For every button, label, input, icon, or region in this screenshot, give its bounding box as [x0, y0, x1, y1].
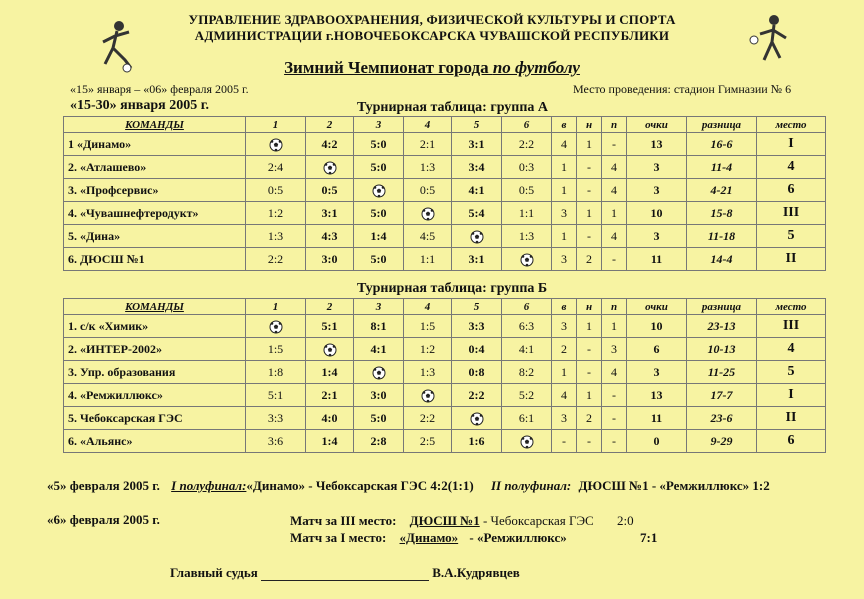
group-a-col-header: 6	[502, 117, 552, 133]
wins: 2	[552, 338, 577, 361]
score-cell: 2:2	[404, 407, 452, 430]
wins: 1	[552, 179, 577, 202]
group-b-col-header: 6	[502, 299, 552, 315]
score-cell: 1:3	[404, 156, 452, 179]
wins: 1	[552, 225, 577, 248]
final-score: 7:1	[640, 530, 658, 545]
goal-difference: 15-8	[687, 202, 757, 225]
semifinals-line	[47, 478, 770, 494]
group-b-col-header: н	[577, 299, 602, 315]
score-cell: 0:5	[246, 179, 306, 202]
draws: -	[577, 179, 602, 202]
score-cell: 1:8	[246, 361, 306, 384]
group-a-table	[63, 116, 826, 271]
team-name: 2. «Атлашево»	[64, 156, 246, 179]
diagonal-cell	[452, 225, 502, 248]
diagonal-cell	[306, 156, 354, 179]
place: 4	[757, 156, 826, 179]
group-a-col-header: 4	[404, 117, 452, 133]
points: 10	[627, 202, 687, 225]
points: 11	[627, 248, 687, 271]
score-cell: 8:1	[354, 315, 404, 338]
soccer-ball-icon	[269, 320, 283, 334]
losses: 1	[602, 315, 627, 338]
semifinal-1-text: «Динамо» - Чебоксарская ГЭС 4:2(1:1)	[246, 478, 474, 493]
group-b-col-header: место	[757, 299, 826, 315]
header-line-2: АДМИНИСТРАЦИИ г.НОВОЧЕБОКСАРСКА ЧУВАШСКОЙ РЕСПУБЛИКИ	[194, 28, 670, 43]
draws: -	[577, 430, 602, 453]
table-row	[64, 179, 826, 202]
score-cell: 2:2	[502, 133, 552, 156]
place: 6	[757, 430, 826, 453]
team-name: 6. «Альянс»	[64, 430, 246, 453]
third-place-team-2: - Чебоксарская ГЭС	[482, 513, 594, 528]
score-cell: 1:3	[404, 361, 452, 384]
diagonal-cell	[354, 179, 404, 202]
group-a-col-header: место	[757, 117, 826, 133]
group-a-col-header: очки	[627, 117, 687, 133]
score-cell: 4:1	[502, 338, 552, 361]
table-row	[64, 430, 826, 453]
semifinal-2-label: II полуфинал:	[490, 478, 572, 493]
score-cell: 4:5	[404, 225, 452, 248]
third-place-label: Матч за III место:	[290, 513, 397, 528]
group-b-header	[64, 299, 826, 315]
table-row	[64, 156, 826, 179]
table-row	[64, 361, 826, 384]
score-cell: 2:2	[452, 384, 502, 407]
soccer-ball-icon	[269, 138, 283, 152]
score-cell: 2:1	[404, 133, 452, 156]
score-cell: 5:0	[354, 133, 404, 156]
score-cell: 3:1	[306, 202, 354, 225]
losses: -	[602, 248, 627, 271]
draws: -	[577, 225, 602, 248]
group-b-table	[63, 298, 826, 453]
place: I	[757, 133, 826, 156]
place: 5	[757, 225, 826, 248]
wins: 3	[552, 315, 577, 338]
group-a-col-header: н	[577, 117, 602, 133]
team-name: 3. «Профсервис»	[64, 179, 246, 202]
semifinal-2-text: ДЮСШ №1 - «Ремжиллюкс» 1:2	[578, 478, 770, 493]
page-title: Зимний Чемпионат города по футболу	[284, 58, 580, 77]
header-line-1: УПРАВЛЕНИЕ ЗДРАВООХРАНЕНИЯ, ФИЗИЧЕСКОЙ КУЛЬТУРЫ И СПОРТА	[188, 12, 676, 27]
group-b-col-header: 3	[354, 299, 404, 315]
score-cell: 3:3	[452, 315, 502, 338]
score-cell: 1:2	[246, 202, 306, 225]
goal-difference: 23-6	[687, 407, 757, 430]
score-cell: 5:0	[354, 248, 404, 271]
group-a-col-header: 2	[306, 117, 354, 133]
team-name: 2. «ИНТЕР-2002»	[64, 338, 246, 361]
group-b-col-header: очки	[627, 299, 687, 315]
wins: 3	[552, 407, 577, 430]
goal-difference: 4-21	[687, 179, 757, 202]
score-cell: 1:5	[246, 338, 306, 361]
score-cell: 0:5	[404, 179, 452, 202]
score-cell: 1:1	[404, 248, 452, 271]
diagonal-cell	[404, 384, 452, 407]
score-cell: 2:2	[246, 248, 306, 271]
table-row	[64, 384, 826, 407]
venue: Место проведения: стадион Гимназии № 6	[573, 82, 792, 96]
score-cell: 1:4	[354, 225, 404, 248]
table-row	[64, 202, 826, 225]
losses: 4	[602, 156, 627, 179]
score-cell: 3:4	[452, 156, 502, 179]
group-a-col-header: 5	[452, 117, 502, 133]
score-cell: 1:2	[404, 338, 452, 361]
score-cell: 4:0	[306, 407, 354, 430]
diagonal-cell	[246, 315, 306, 338]
soccer-ball-icon	[470, 230, 484, 244]
third-place-team-1: ДЮСШ №1	[409, 513, 480, 528]
score-cell: 0:5	[306, 179, 354, 202]
group-a-col-header: 1	[246, 117, 306, 133]
goal-difference: 14-4	[687, 248, 757, 271]
place: 6	[757, 179, 826, 202]
team-name: 3. Упр. образования	[64, 361, 246, 384]
score-cell: 2:5	[404, 430, 452, 453]
score-cell: 1:3	[502, 225, 552, 248]
soccer-ball-icon	[470, 412, 484, 426]
draws: -	[577, 338, 602, 361]
group-b-col-header: 5	[452, 299, 502, 315]
losses: -	[602, 430, 627, 453]
table-row	[64, 248, 826, 271]
team-name: 1. с/к «Химик»	[64, 315, 246, 338]
points: 3	[627, 225, 687, 248]
score-cell: 0:4	[452, 338, 502, 361]
place: III	[757, 315, 826, 338]
soccer-ball-icon	[421, 389, 435, 403]
group-b-title: Турнирная таблица: группа Б	[357, 281, 548, 296]
score-cell: 5:0	[354, 202, 404, 225]
score-cell: 4:1	[354, 338, 404, 361]
score-cell: 1:5	[404, 315, 452, 338]
goal-difference: 11-25	[687, 361, 757, 384]
goal-difference: 9-29	[687, 430, 757, 453]
place: II	[757, 407, 826, 430]
place: 4	[757, 338, 826, 361]
soccer-ball-icon	[520, 435, 534, 449]
points: 13	[627, 384, 687, 407]
period: «15-30» января 2005 г.	[70, 98, 210, 113]
score-cell: 5:2	[502, 384, 552, 407]
third-place-score: 2:0	[616, 513, 634, 528]
signature-label: Главный судья	[170, 565, 258, 580]
signature-blank	[261, 569, 429, 581]
points: 11	[627, 407, 687, 430]
table-row	[64, 338, 826, 361]
score-cell: 2:8	[354, 430, 404, 453]
losses: -	[602, 384, 627, 407]
score-cell: 5:1	[246, 384, 306, 407]
group-b-col-header: п	[602, 299, 627, 315]
losses: 3	[602, 338, 627, 361]
signature-name: В.А.Кудрявцев	[432, 565, 520, 580]
score-cell: 1:4	[306, 430, 354, 453]
score-cell: 1:6	[452, 430, 502, 453]
goal-difference: 11-18	[687, 225, 757, 248]
goal-difference: 23-13	[687, 315, 757, 338]
diagonal-cell	[452, 407, 502, 430]
wins: 4	[552, 133, 577, 156]
score-cell: 1:1	[502, 202, 552, 225]
draws: 1	[577, 384, 602, 407]
group-a-col-header: в	[552, 117, 577, 133]
score-cell: 3:0	[306, 248, 354, 271]
place: III	[757, 202, 826, 225]
points: 13	[627, 133, 687, 156]
points: 3	[627, 156, 687, 179]
soccer-ball-icon	[421, 207, 435, 221]
score-cell: 4:1	[452, 179, 502, 202]
group-b-col-header: разница	[687, 299, 757, 315]
group-a-col-header: разница	[687, 117, 757, 133]
draws: 1	[577, 315, 602, 338]
diagonal-cell	[354, 361, 404, 384]
group-b-col-header: 1	[246, 299, 306, 315]
group-a-col-header: КОМАНДЫ	[64, 117, 246, 133]
soccer-ball-icon	[520, 253, 534, 267]
team-name: 5. «Дина»	[64, 225, 246, 248]
goal-difference: 16-6	[687, 133, 757, 156]
place: I	[757, 384, 826, 407]
team-name: 4. «Чувашнефтеродукт»	[64, 202, 246, 225]
score-cell: 1:3	[246, 225, 306, 248]
wins: 4	[552, 384, 577, 407]
group-b-col-header: 2	[306, 299, 354, 315]
goal-difference: 10-13	[687, 338, 757, 361]
score-cell: 5:1	[306, 315, 354, 338]
diagonal-cell	[404, 202, 452, 225]
score-cell: 5:0	[354, 156, 404, 179]
team-name: 1 «Динамо»	[64, 133, 246, 156]
score-cell: 1:4	[306, 361, 354, 384]
wins: 3	[552, 248, 577, 271]
draws: 2	[577, 248, 602, 271]
group-b-col-header: в	[552, 299, 577, 315]
group-a-col-header: 3	[354, 117, 404, 133]
table-row	[64, 407, 826, 430]
team-name: 4. «Ремжиллюкс»	[64, 384, 246, 407]
score-cell: 5:4	[452, 202, 502, 225]
third-place-match	[290, 513, 634, 529]
score-cell: 3:3	[246, 407, 306, 430]
score-cell: 0:3	[502, 156, 552, 179]
diagonal-cell	[502, 430, 552, 453]
final-team-1: «Динамо»	[399, 530, 459, 545]
draws: 1	[577, 133, 602, 156]
points: 3	[627, 361, 687, 384]
points: 3	[627, 179, 687, 202]
place: 5	[757, 361, 826, 384]
wins: 1	[552, 361, 577, 384]
points: 6	[627, 338, 687, 361]
points: 10	[627, 315, 687, 338]
losses: 4	[602, 361, 627, 384]
group-a-body	[64, 133, 826, 271]
score-cell: 2:4	[246, 156, 306, 179]
losses: 4	[602, 179, 627, 202]
draws: -	[577, 156, 602, 179]
score-cell: 3:1	[452, 248, 502, 271]
soccer-ball-icon	[372, 366, 386, 380]
score-cell: 3:6	[246, 430, 306, 453]
score-cell: 0:8	[452, 361, 502, 384]
group-b-col-header: КОМАНДЫ	[64, 299, 246, 315]
soccer-ball-icon	[372, 184, 386, 198]
group-a-col-header: п	[602, 117, 627, 133]
score-cell: 6:1	[502, 407, 552, 430]
score-cell: 2:1	[306, 384, 354, 407]
table-row	[64, 133, 826, 156]
semifinals-date: «5» февраля 2005 г.	[47, 478, 160, 493]
score-cell: 4:3	[306, 225, 354, 248]
tournament-dates: «15» января – «06» февраля 2005 г.	[70, 82, 249, 96]
finals-date: «6» февраля 2005 г.	[47, 512, 160, 527]
table-row	[64, 225, 826, 248]
goal-difference: 11-4	[687, 156, 757, 179]
team-name: 5. Чебоксарская ГЭС	[64, 407, 246, 430]
team-name: 6. ДЮСШ №1	[64, 248, 246, 271]
score-cell: 3:0	[354, 384, 404, 407]
score-cell: 8:2	[502, 361, 552, 384]
semifinal-1-label: I полуфинал:	[171, 478, 247, 493]
score-cell: 3:1	[452, 133, 502, 156]
group-b-col-header: 4	[404, 299, 452, 315]
score-cell: 4:2	[306, 133, 354, 156]
draws: -	[577, 361, 602, 384]
soccer-ball-icon	[323, 161, 337, 175]
group-a-header	[64, 117, 826, 133]
group-b-body	[64, 315, 826, 453]
losses: 4	[602, 225, 627, 248]
wins: -	[552, 430, 577, 453]
draws: 2	[577, 407, 602, 430]
final-label: Матч за I место:	[290, 530, 387, 545]
wins: 3	[552, 202, 577, 225]
soccer-ball-icon	[323, 343, 337, 357]
group-a-title: Турнирная таблица: группа А	[357, 100, 549, 115]
diagonal-cell	[246, 133, 306, 156]
diagonal-cell	[502, 248, 552, 271]
losses: -	[602, 133, 627, 156]
losses: -	[602, 407, 627, 430]
signature-line	[170, 565, 520, 581]
draws: 1	[577, 202, 602, 225]
diagonal-cell	[306, 338, 354, 361]
final-match	[290, 530, 657, 546]
goal-difference: 17-7	[687, 384, 757, 407]
table-row	[64, 315, 826, 338]
place: II	[757, 248, 826, 271]
final-team-2: - «Ремжиллюкс»	[469, 530, 567, 545]
losses: 1	[602, 202, 627, 225]
wins: 1	[552, 156, 577, 179]
points: 0	[627, 430, 687, 453]
score-cell: 5:0	[354, 407, 404, 430]
score-cell: 0:5	[502, 179, 552, 202]
score-cell: 6:3	[502, 315, 552, 338]
